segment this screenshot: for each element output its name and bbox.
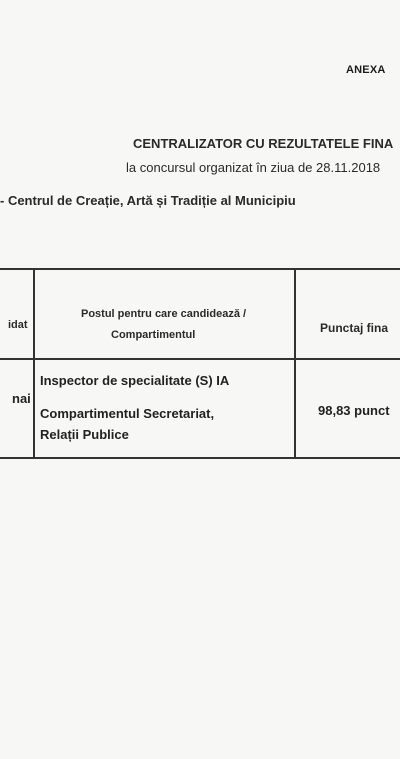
row-department-line2: Relații Publice bbox=[40, 427, 129, 442]
header-score: Punctaj fina bbox=[320, 321, 389, 335]
results-table bbox=[0, 268, 400, 458]
table-border-bottom bbox=[0, 457, 400, 459]
row-department-line1: Compartimentul Secretariat, bbox=[40, 406, 215, 421]
annex-label: ANEXA bbox=[346, 64, 386, 76]
document-subtitle: la concursul organizat în ziua de 28.11.2018 bbox=[126, 160, 381, 175]
header-position-line2: Compartimentul bbox=[111, 329, 196, 341]
header-position-line1: Postul pentru care candidează / bbox=[81, 308, 247, 320]
row-score: 98,83 punct bbox=[318, 403, 390, 418]
institution-line: - Centrul de Creație, Artă și Tradiție al Municipiu bbox=[0, 193, 296, 208]
table-header-divider bbox=[0, 358, 400, 360]
row-candidate: nai bbox=[12, 391, 31, 406]
table-col-divider-1 bbox=[33, 268, 35, 459]
header-candidate: idat bbox=[8, 319, 28, 331]
row-position-title: Inspector de specialitate (S) IA bbox=[40, 373, 230, 388]
table-border-top bbox=[0, 268, 400, 270]
document-title: CENTRALIZATOR CU REZULTATELE FINA bbox=[133, 136, 394, 151]
table-col-divider-2 bbox=[294, 268, 296, 459]
